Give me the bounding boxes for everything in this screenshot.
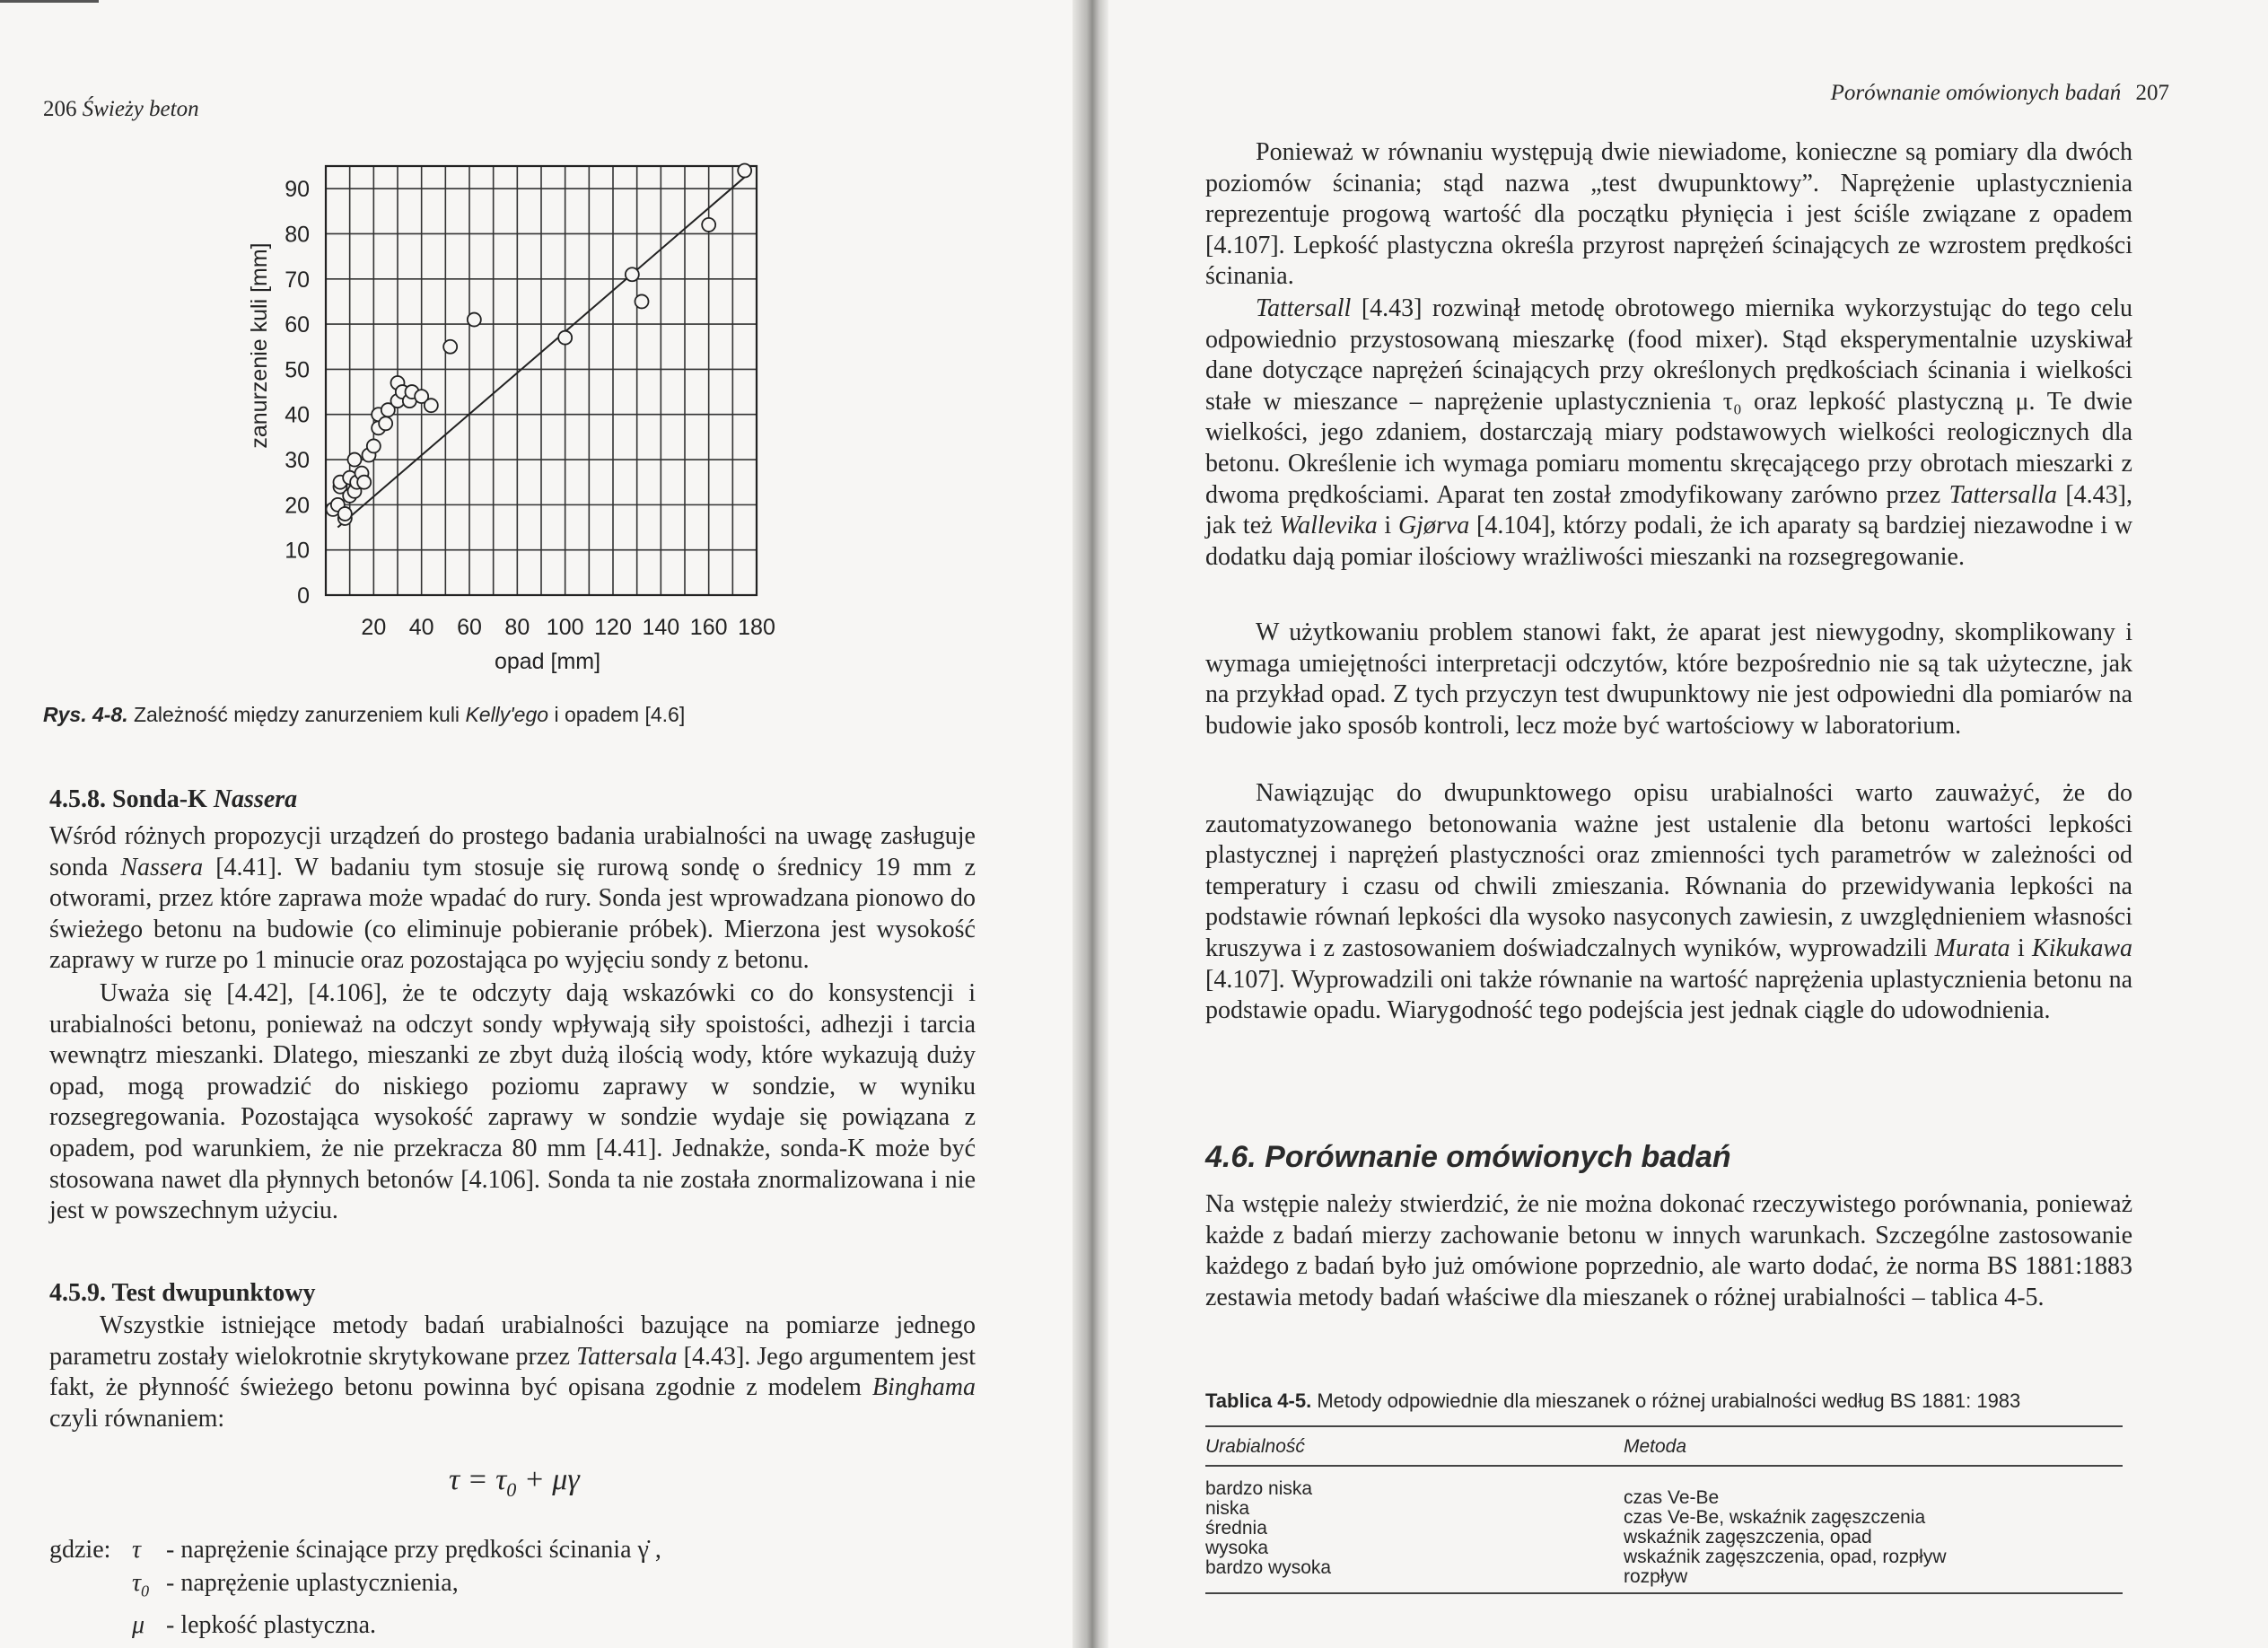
x-tick-label: 100 <box>546 615 584 640</box>
data-point <box>338 507 352 521</box>
methods-table <box>1205 1425 2123 1594</box>
table-cell: czas Ve-Be, wskaźnik zagęszczenia <box>1624 1507 1926 1528</box>
data-point <box>367 439 381 452</box>
table-caption <box>1205 1389 2020 1413</box>
data-point <box>357 476 371 489</box>
table-header-method: Metoda <box>1624 1436 1687 1457</box>
italic-name: Tattersall <box>1256 294 1352 322</box>
table-col-workability <box>1205 1472 1624 1587</box>
paragraph-nassera-2: Uważa się [4.42], [4.106], że te odczyty dają wskazówki co do konsystencji i urabialności betonu, ponieważ na odczyt sondy wpływają siły spoistości, adhezji i tarcia wewnątrz mieszanki. Dlatego, mieszanki ze zbyt dużą ilością wody, które wykazują duży opad, mogą prowadzić do niskiego poziomu zaprawy w sondzie, w wyniku rozsegregowania. Pozostająca wysokość zaprawy w sondzie wydaje się powiązana z opadem, pod warunkiem, że nie przekracza 80 mm [4.41]. Jednakże, sonda-K może być stosowana nawet dla płynnych betonów [4.106]. Sonda ta nie została znormalizowana i nie jest w powszechnym użyciu. <box>49 979 976 1225</box>
x-tick-label: 40 <box>408 615 434 640</box>
table-cell: bardzo niska <box>1205 1478 1313 1499</box>
y-tick-label: 10 <box>285 538 310 564</box>
heading-4-5-9: 4.5.9. Test dwupunktowy <box>49 1279 316 1307</box>
table-cell: bardzo wysoka <box>1205 1557 1332 1578</box>
y-tick-label: 80 <box>285 222 310 248</box>
table-cell: wysoka <box>1205 1538 1269 1558</box>
paragraph-right-2 <box>1205 294 2132 573</box>
figure-caption-ref: i opadem [4.6] <box>554 703 686 726</box>
paragraph-nassera-1 <box>49 821 976 977</box>
italic-name: Murata <box>1934 934 2010 962</box>
y-tick-label: 0 <box>297 583 310 609</box>
italic-name: Tattersala <box>576 1342 678 1371</box>
text-span: [4.43], jak też <box>1205 480 2133 540</box>
scatter-chart <box>247 148 803 678</box>
paragraph-test-dwupunktowy <box>49 1311 976 1434</box>
paragraph-right-4 <box>1205 778 2132 1027</box>
right-page-number: 207 <box>2135 81 2169 105</box>
table-header-row <box>1205 1427 2123 1465</box>
left-page-number: 206 <box>43 97 77 121</box>
table-caption-label: Tablica 4-5. <box>1205 1389 1312 1412</box>
italic-name: Gjørva <box>1397 512 1470 540</box>
italic-name: Nassera <box>120 853 204 881</box>
figure-caption-text: Zależność między zanurzeniem kuli <box>134 703 460 726</box>
figure-caption-label: Rys. 4-8. <box>43 703 128 726</box>
bingham-formula <box>449 1463 580 1502</box>
x-tick-label: 20 <box>361 615 387 640</box>
text-span: Nawiązując do dwupunktowego opisu urabialności warto zauważyć, że do zautomatyzowanego betonowania ważne jest ustalenie dla betonu wartości lepkości plastycznej i naprężeń plastyczności oraz zmienności tych parametrów w zależności od temperatury i czasu od chwili zmieszania. Równania do przewidywania lepkości na podstawie równań lepkości dla wysoko nasyconych zawiesin, z uwzględnieniem własności kruszywa i z zastosowaniem doświadczalnych wyników, wyprowadzili <box>1205 779 2132 962</box>
table-cell: wskaźnik zagęszczenia, opad <box>1624 1527 1872 1547</box>
figure-caption <box>43 703 685 727</box>
text-span: [4.41]. W badaniu tym stosuje się rurową sondę o średnicy 19 mm z otworami, przez które zaprawa może wpadać do rury. Sonda jest wprowadzana pionowo do świeżego betonu na budowie (co eliminuje pobieranie próbek). Mierzona jest wysokość zaprawy w rurze po 1 minucie oraz pozostająca po wyjęciu sondy z betonu. <box>49 853 976 975</box>
definition-row <box>49 1566 661 1609</box>
data-point <box>635 294 649 308</box>
data-point <box>558 331 572 345</box>
table-body <box>1205 1467 2123 1587</box>
chart-y-label: zanurzenie kuli [mm] <box>247 242 272 449</box>
paragraph-right-1: Ponieważ w równaniu występują dwie niewiadome, konieczne są pomiary dla dwóch poziomów ścinania; stąd nazwa „test dwupunktowy”. Naprężenie uplastycznienia reprezentuje progową wartość dla początku płynięcia i jest ściśle związane z opadem [4.107]. Lepkość plastyczna określa przyrost naprężeń ścinających ze wzrostem prędkości ścinania. <box>1205 138 2132 291</box>
heading-italic: Nassera <box>213 785 298 813</box>
data-point <box>379 416 392 430</box>
figure-caption-italic: Kelly'ego <box>465 703 549 726</box>
formula-lhs: τ = τ <box>449 1463 507 1496</box>
definition: - naprężenie ścinające przy prędkości ścinania γ̇ , <box>166 1536 661 1564</box>
left-running-head <box>43 97 199 122</box>
text-span: [4.107]. Wyprowadzili oni także równanie na wartość naprężenia uplastycznienia betonu na podstawie opadu. Wiarygodność tego podejścia jest jednak ciągle do udowodnienia. <box>1205 965 2132 1025</box>
symbol-base: τ <box>132 1569 142 1597</box>
spacer <box>49 1566 132 1609</box>
text-span: czyli równaniem: <box>49 1404 225 1433</box>
symbol-definitions <box>49 1533 661 1642</box>
table-rule-bottom <box>1205 1592 2123 1594</box>
fit-line <box>337 175 747 527</box>
y-tick-label: 60 <box>285 312 310 338</box>
data-point <box>702 218 715 232</box>
x-tick-label: 60 <box>457 615 482 640</box>
right-running-title: Porównanie omówionych badań <box>1830 81 2122 105</box>
y-tick-label: 70 <box>285 267 310 293</box>
table-cell: wskaźnik zagęszczenia, opad, rozpływ <box>1624 1547 1947 1567</box>
definition-row <box>49 1609 661 1642</box>
italic-name: Binghama <box>871 1373 976 1402</box>
chart-ticks <box>285 177 775 640</box>
heading-text: Sonda-K <box>112 785 207 813</box>
italic-name: Tattersalla <box>1948 480 2057 509</box>
definition-row <box>49 1533 661 1566</box>
symbol: τ <box>132 1536 142 1564</box>
table-cell: rozpływ <box>1624 1566 1688 1587</box>
chart-x-label: opad [mm] <box>494 649 601 674</box>
definition: - lepkość plastyczna. <box>166 1610 377 1639</box>
italic-name: Kikukawa <box>2032 934 2133 962</box>
chart-fit <box>337 175 747 527</box>
chart-points <box>327 164 752 525</box>
table-caption-text: Metody odpowiednie dla mieszanek o różnej urabialności według BS 1881: 1983 <box>1317 1389 2021 1412</box>
heading-4-5-8 <box>49 785 297 814</box>
top-edge-mark <box>0 0 99 3</box>
definition: - naprężenie uplastycznienia, <box>166 1569 459 1597</box>
y-tick-label: 20 <box>285 493 310 519</box>
y-tick-label: 40 <box>285 402 310 428</box>
x-tick-label: 160 <box>689 615 728 640</box>
text-span: [4.43] rozwinął metodę obrotowego miernika wykorzystując do tego celu odpowiednio przystosowaną mieszarkę (food mixer). Stąd eksperymentalnie uzyskiwał dane dotyczące naprężeń ścinających przy określonych prędkościach ścinania i wielkości stałe w mieszance – naprężenie uplastycznienia τ₀ oraz lepkość plastyczną μ. Te dwie wielkości, jego zdaniem, dostarczają miary podstawowych wielkości reologicznych dla betonu. Określenie ich wymaga pomiaru momentu skręcającego przy obrotach mieszarki z dwoma prędkościami. Aparat ten został zmodyfikowany zarówno przez <box>1205 294 2133 509</box>
text-span: Wszystkie istniejące metody badań urabialności bazujące na pomiarze jednego parametru zostały wielokrotnie skrytykowane przez <box>49 1311 976 1371</box>
x-tick-label: 180 <box>738 615 775 640</box>
spacer <box>49 1609 132 1642</box>
text-span: [4.43]. Jego argumentem jest fakt, że płynność świeżego betonu powinna być opisana zgodnie z modelem <box>49 1342 976 1402</box>
data-point <box>738 164 751 178</box>
section-heading-4-6: 4.6. Porównanie omówionych badań <box>1205 1140 1731 1174</box>
data-point <box>425 399 438 412</box>
data-point <box>348 453 362 467</box>
table-cell: średnia <box>1205 1518 1267 1538</box>
symbol: μ <box>132 1610 145 1639</box>
paragraph-right-3: W użytkowaniu problem stanowi fakt, że aparat jest niewygodny, skomplikowany i wymaga umiejętności interpretacji odczytów, które bezpośrednio nie są tak użyteczne, jak na przykład opad. Z tych przyczyn test dwupunktowy nie jest odpowiedni dla pomiarów na budowie jako sposób kontroli, lecz może być wartościowy w laboratorium. <box>1205 618 2132 740</box>
text-span: Wśród różnych propozycji urządzeń do prostego badania urabialności na uwagę zasługuje sonda <box>49 822 976 881</box>
x-tick-label: 140 <box>642 615 680 640</box>
y-tick-label: 50 <box>285 357 310 383</box>
table-cell: czas Ve-Be <box>1624 1487 1720 1508</box>
book-gutter <box>1073 0 1108 1648</box>
data-point <box>443 340 457 354</box>
x-tick-label: 80 <box>504 615 530 640</box>
where-label: gdzie: <box>49 1536 111 1564</box>
table-cell: niska <box>1205 1498 1250 1519</box>
y-tick-label: 90 <box>285 177 310 203</box>
paragraph-right-5: Na wstępie należy stwierdzić, że nie można dokonać rzeczywistego porównania, ponieważ każde z badań mierzy zachowanie betonu w innych warunkach. Szczególne zastosowanie każdego z badań było już omówione poprzednio, ale warto dodać, że norma BS 1881:1883 zestawia metody badań właściwe dla mieszanek o różnej urabialności – tablica 4-5. <box>1205 1190 2132 1311</box>
text-span: i <box>2017 934 2025 962</box>
heading-number: 4.5.8. <box>49 785 106 813</box>
y-tick-label: 30 <box>285 448 310 474</box>
text-span: [4.104], którzy podali, że ich aparaty są bardziej niezawodne i w dodatku dają pomiar ilościowy wrażliwości mieszanki na rozsegregowanie. <box>1205 512 2133 571</box>
x-tick-label: 120 <box>594 615 632 640</box>
left-running-title: Świeży beton <box>82 97 199 121</box>
formula-sub: 0 <box>506 1477 517 1501</box>
table-header-workability: Urabialność <box>1205 1436 1305 1457</box>
table-col-method <box>1624 1472 1947 1587</box>
symbol-sub: 0 <box>141 1582 150 1600</box>
italic-name: Wallevika <box>1279 512 1378 540</box>
right-running-head <box>1831 81 2169 106</box>
data-point <box>626 267 639 281</box>
formula-rhs: + μγ <box>516 1463 580 1496</box>
data-point <box>468 313 481 327</box>
text-span: i <box>1384 512 1392 540</box>
symbol <box>132 1566 166 1609</box>
